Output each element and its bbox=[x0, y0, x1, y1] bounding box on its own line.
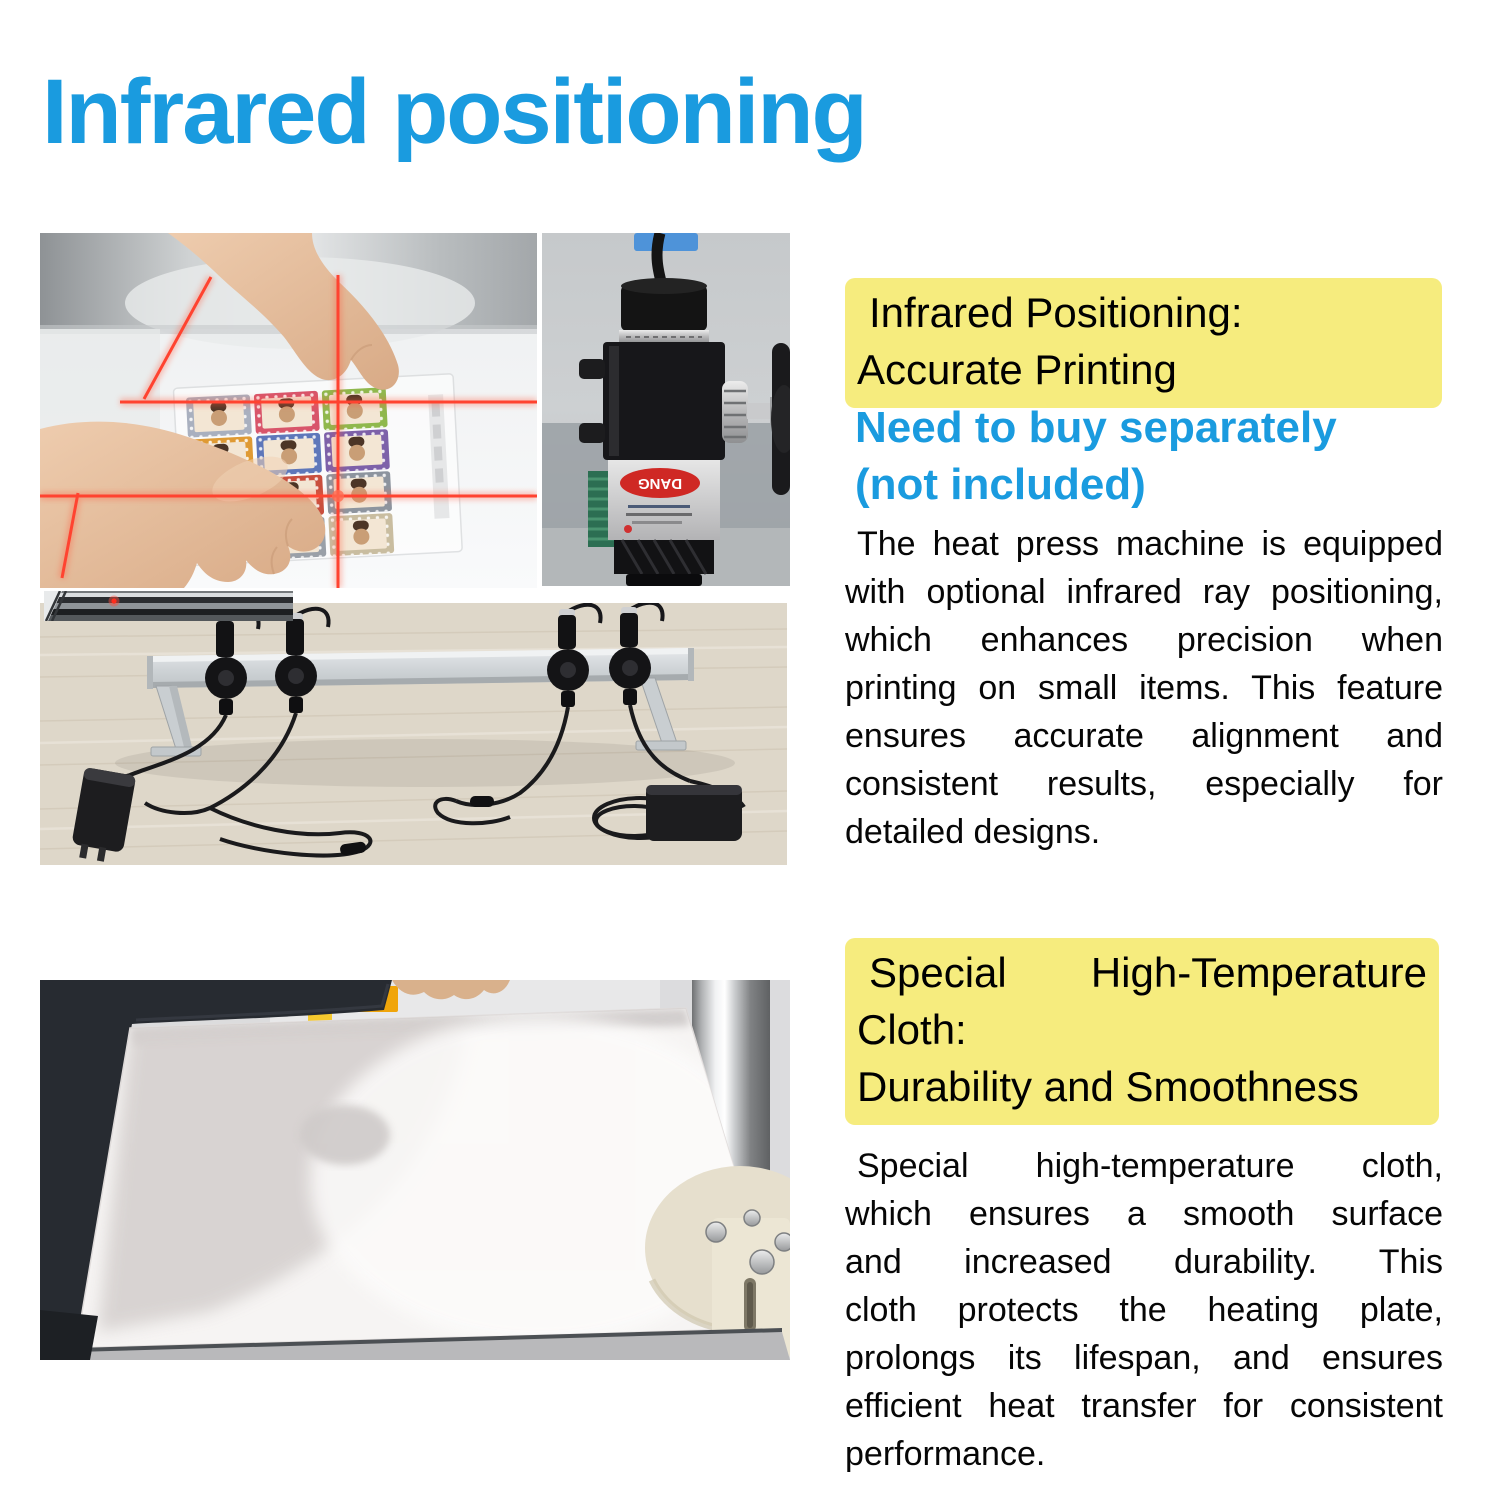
aluminum-bar bbox=[44, 591, 293, 621]
photo-positioning-bar-kit bbox=[40, 603, 787, 865]
lens-tip bbox=[626, 574, 702, 586]
ball-joint-bracket bbox=[771, 343, 790, 495]
laser-dot bbox=[111, 598, 116, 603]
photo-laser-crosshair-alignment bbox=[40, 233, 537, 588]
heading-high-temperature-cloth: Special High-Temperature Cloth: Durability and Smoothness bbox=[845, 938, 1439, 1125]
setscrew-upper bbox=[579, 359, 605, 379]
blue-tape bbox=[634, 233, 698, 251]
bolt-2 bbox=[744, 1210, 760, 1226]
bolt-4 bbox=[775, 1233, 790, 1251]
body-infrared-positioning: The heat press machine is equipped with optional infrared ray positioning, which enhances precision when printing on small items. This feature ensures accurate alignment and consistent results, especially for detailed designs. bbox=[845, 525, 1443, 851]
photo-laser-module-closeup bbox=[542, 233, 790, 586]
note-buy-separately: Need to buy separately (not included) bbox=[855, 403, 1337, 509]
power-adapter-right bbox=[646, 785, 742, 841]
danger-label-text: DANG bbox=[637, 475, 683, 492]
page-title: Infrared positioning bbox=[42, 61, 866, 163]
bolt-3 bbox=[750, 1250, 774, 1274]
photo-laser-bar-strip bbox=[44, 591, 293, 621]
hand-shadow bbox=[300, 1105, 390, 1165]
heading-infrared-positioning: Infrared Positioning: Accurate Printing bbox=[845, 278, 1442, 408]
photo-heat-plate-cloth bbox=[40, 980, 790, 1360]
bolt-1 bbox=[706, 1222, 726, 1242]
setscrew-lower bbox=[579, 423, 605, 443]
body-high-temperature-cloth: Special high-temperature cloth, which ensures a smooth surface and increased durability. This cloth protects the heating plate, prolongs its lifespan, and ensures efficient heat transfer for consistent performance. bbox=[845, 1147, 1443, 1473]
ferrite-bead-2 bbox=[470, 796, 494, 807]
